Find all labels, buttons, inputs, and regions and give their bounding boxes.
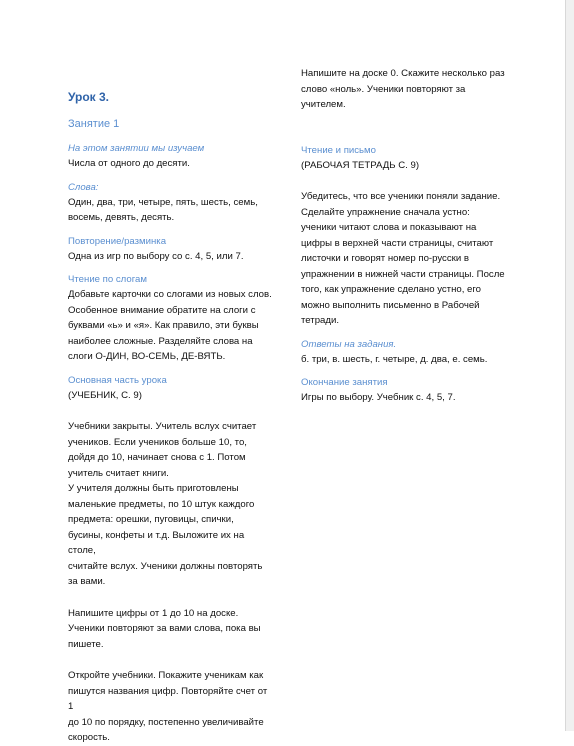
reading-writing-heading: Чтение и письмо xyxy=(301,144,376,156)
lesson-end-heading: Окончание занятия xyxy=(301,377,388,388)
reading-writing-text: Убедитесь, что все ученики поняли задание. Сделайте упражнение сначала устно: ученики читают слова и показывают на цифры в верхней части страницы, считают листочки и говорят номер по-русски в упражнении в нижней части страницы. После того, как упражнение сделано устно, его можно выполнить письменно в Рабочей тетради. xyxy=(301,191,505,326)
syllable-reading-text: Добавьте карточки со слогами из новых слов. Особенное внимание обратите на слоги с буквами «ь» и «я». Как правило, эти буквы наиболее сложные. Разделяйте слова на слоги О-ДИН, ВО-СЕМЬ, ДЕ-ВЯТЬ. xyxy=(68,289,272,362)
syllable-reading-heading: Чтение по слогам xyxy=(68,274,147,285)
lesson-title: Урок 3. xyxy=(68,90,110,104)
reading-writing-reference: (РАБОЧАЯ ТЕТРАДЬ С. 9) xyxy=(301,159,420,171)
warmup-text: Одна из игр по выбору со с. 4, 5, или 7. xyxy=(68,250,244,262)
vertical-scrollbar[interactable] xyxy=(565,0,574,731)
main-part-paragraph-2: Напишите цифры от 1 до 10 на доске. Ученики повторяют за вами слова, пока вы пишете. xyxy=(68,607,261,650)
spacer xyxy=(301,121,511,143)
session-title: Занятие 1 xyxy=(68,118,120,130)
zero-paragraph: Напишите на доске 0. Скажите несколько раз слово «ноль». Ученики повторяют за учителем. xyxy=(301,68,505,110)
topic-text: Числа от одного до десяти. xyxy=(68,158,190,169)
words-text: Один, два, три, четыре, пять, шесть, семь, восемь, девять, десять. xyxy=(68,196,258,223)
topic-heading: На этом занятии мы изучаем xyxy=(68,143,205,154)
main-part-paragraph-1: Учебники закрыты. Учитель вслух считает учеников. Если учеников больше 10, то, дойдя до 10, начинает снова с 1. Потом учитель считает книги. У учителя должны быть приготовлены маленькие предметы, по 10 штук каждого предмета: орешки, пуговицы, спички, бусины, конфеты и т.д. Выложите их на столе, считайте вслух. Ученики должны повторять за вами. xyxy=(68,421,263,587)
main-part-paragraph-3: Откройте учебники. Покажите ученикам как пишутся названия цифр. Повторяйте счет от 1 до 10 по порядку, постепенно увеличивайте скорость. xyxy=(68,670,268,743)
lesson-end-text: Игры по выбору. Учебник с. 4, 5, 7. xyxy=(301,392,456,403)
answers-heading: Ответы на задания. xyxy=(301,338,397,350)
main-part-heading: Основная часть урока xyxy=(68,374,167,386)
warmup-heading: Повторение/разминка xyxy=(68,235,167,247)
answers-text: б. три, в. шесть, г. четыре, д. два, е. семь. xyxy=(301,353,488,365)
right-column xyxy=(301,66,511,414)
words-heading: Слова: xyxy=(68,181,99,193)
main-part-reference: (УЧЕБНИК, С. 9) xyxy=(68,389,142,401)
left-column xyxy=(68,88,273,746)
